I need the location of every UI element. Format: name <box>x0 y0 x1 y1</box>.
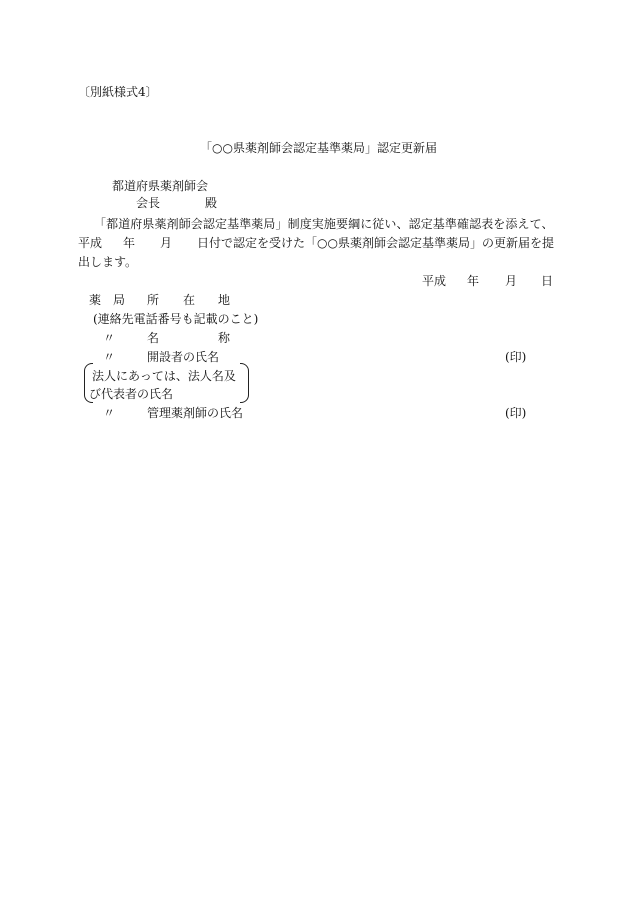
date-day: 日 <box>541 274 554 288</box>
body-year: 年 <box>123 236 136 250</box>
founder-label: 開設者の氏名 <box>147 350 220 364</box>
name-char: 称 <box>218 331 231 345</box>
corp-note-line-2: び代表者の氏名 <box>89 387 174 401</box>
body-line-2: 日付で認定を受けた「○○県薬剤師会認定基準薬局」の更新届を提 <box>197 236 554 250</box>
addressee-role: 会長 <box>136 196 161 210</box>
location-char: 在 <box>183 293 196 307</box>
addressee-honorific: 殿 <box>205 196 218 210</box>
location-char: 局 <box>113 293 126 307</box>
body-line-1: 「都道府県薬剤師会認定基準薬局」制度実施要綱に従い、認定基準確認表を添えて、 <box>94 217 554 231</box>
corp-note-line-1: 法人にあっては、法人名及 <box>92 369 236 383</box>
date-era: 平成 <box>422 274 447 288</box>
pharmacist-label: 管理薬剤師の氏名 <box>147 406 244 420</box>
location-char: 所 <box>147 293 160 307</box>
ditto-mark: 〃 <box>103 331 116 345</box>
ditto-mark: 〃 <box>103 350 116 364</box>
location-note: (連絡先電話番号も記載のこと) <box>93 312 259 326</box>
form-label: 〔別紙様式4〕 <box>78 85 158 99</box>
date-month: 月 <box>505 274 518 288</box>
location-char: 薬 <box>89 293 102 307</box>
right-bracket <box>240 363 249 403</box>
seal-mark: (印) <box>505 350 527 364</box>
document-title: 「○○県薬剤師会認定基準薬局」認定更新届 <box>200 141 437 155</box>
date-year: 年 <box>467 274 480 288</box>
addressee-org: 都道府県薬剤師会 <box>112 179 209 193</box>
body-month: 月 <box>160 236 173 250</box>
name-char: 名 <box>147 331 160 345</box>
seal-mark: (印) <box>505 406 527 420</box>
location-char: 地 <box>218 293 231 307</box>
body-era: 平成 <box>78 236 103 250</box>
body-line-3: 出します。 <box>78 255 138 269</box>
ditto-mark: 〃 <box>103 406 116 420</box>
